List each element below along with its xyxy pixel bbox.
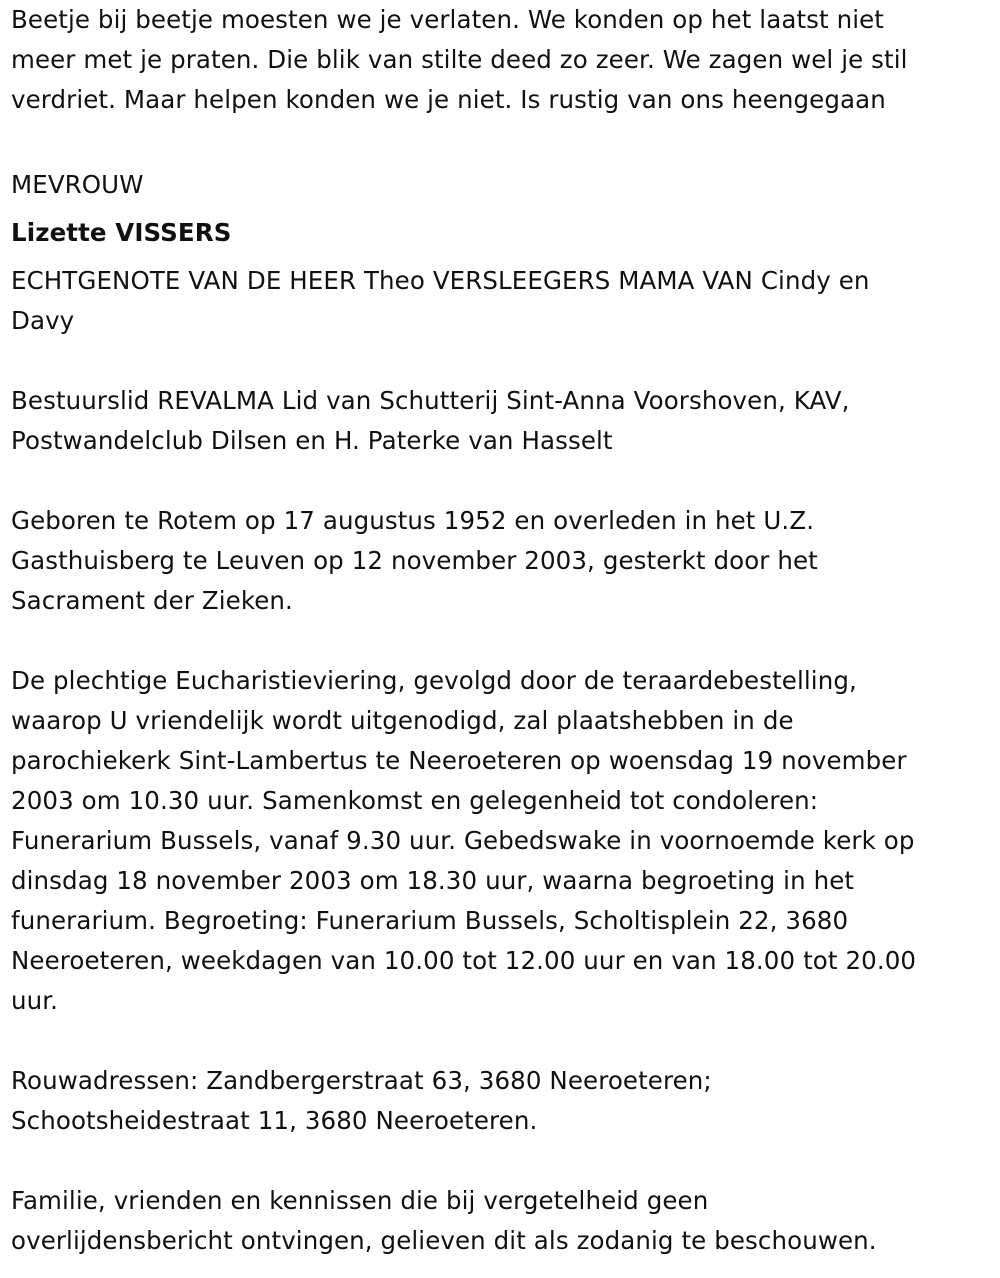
paragraph-gap xyxy=(11,621,991,661)
paragraph-gap xyxy=(11,1021,991,1061)
deceased-name: Lizette VISSERS xyxy=(11,218,232,247)
paragraph-gap xyxy=(11,461,991,501)
birth-death-line: Geboren te Rotem op 17 augustus 1952 en overleden in het U.Z. xyxy=(11,506,815,535)
closing-paragraph xyxy=(11,1181,991,1261)
ceremony-paragraph xyxy=(11,661,991,1021)
intro-line: Beetje bij beetje moesten we je verlaten. We konden op het laatst niet xyxy=(11,5,885,34)
closing-line: overlijdensbericht ontvingen, gelieven dit als zodanig te beschouwen. xyxy=(11,1226,877,1255)
membership-paragraph xyxy=(11,381,991,461)
membership-line: Postwandelclub Dilsen en H. Paterke van Hasselt xyxy=(11,426,613,455)
ceremony-line: uur. xyxy=(11,986,59,1015)
relation-line: Davy xyxy=(11,306,75,335)
birth-death-line: Gasthuisberg te Leuven op 12 november 2003, gesterkt door het xyxy=(11,546,818,575)
honorific-title: MEVROUW xyxy=(11,170,144,199)
obituary-notice xyxy=(11,0,991,1261)
relation-paragraph xyxy=(11,261,991,341)
ceremony-line: Funerarium Bussels, vanaf 9.30 uur. Gebedswake in voornoemde kerk op xyxy=(11,826,915,855)
membership-line: Bestuurslid REVALMA Lid van Schutterij Sint-Anna Voorshoven, KAV, xyxy=(11,386,850,415)
ceremony-line: Neeroeteren, weekdagen van 10.00 tot 12.00 uur en van 18.00 tot 20.00 xyxy=(11,946,917,975)
intro-line: meer met je praten. Die blik van stilte deed zo zeer. We zagen wel je stil xyxy=(11,45,908,74)
relation-line: ECHTGENOTE VAN DE HEER Theo VERSLEEGERS MAMA VAN Cindy en xyxy=(11,266,870,295)
addresses-paragraph xyxy=(11,1061,991,1141)
ceremony-line: 2003 om 10.30 uur. Samenkomst en gelegenheid tot condoleren: xyxy=(11,786,819,815)
ceremony-line: parochiekerk Sint-Lambertus te Neeroeteren op woensdag 19 november xyxy=(11,746,907,775)
address-line: Rouwadressen: Zandbergerstraat 63, 3680 Neeroeteren; xyxy=(11,1066,712,1095)
birth-death-paragraph xyxy=(11,501,991,621)
intro-line: verdriet. Maar helpen konden we je niet. Is rustig van ons heengegaan xyxy=(11,85,886,114)
ceremony-line: funerarium. Begroeting: Funerarium Bussels, Scholtisplein 22, 3680 xyxy=(11,906,849,935)
paragraph-gap xyxy=(11,1141,991,1181)
ceremony-line: waarop U vriendelijk wordt uitgenodigd, zal plaatshebben in de xyxy=(11,706,794,735)
ceremony-line: dinsdag 18 november 2003 om 18.30 uur, waarna begroeting in het xyxy=(11,866,855,895)
intro-paragraph xyxy=(11,0,991,120)
address-line: Schootsheidestraat 11, 3680 Neeroeteren. xyxy=(11,1106,538,1135)
ceremony-line: De plechtige Eucharistieviering, gevolgd door de teraardebestelling, xyxy=(11,666,857,695)
birth-death-line: Sacrament der Zieken. xyxy=(11,586,293,615)
paragraph-gap xyxy=(11,341,991,381)
closing-line: Familie, vrienden en kennissen die bij vergetelheid geen xyxy=(11,1186,709,1215)
paragraph-gap xyxy=(11,120,991,160)
